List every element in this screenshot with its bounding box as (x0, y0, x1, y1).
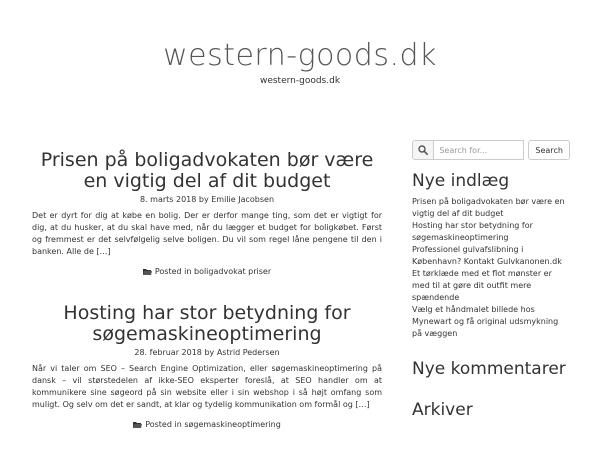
recent-post-link[interactable]: Prisen på boligadvokaten bør være en vigtig del af dit budget (412, 197, 565, 218)
post-category-link[interactable]: søgemaskineoptimering (184, 420, 281, 429)
search-input[interactable] (434, 140, 524, 160)
sidebar (412, 140, 570, 420)
search-button[interactable]: Search (528, 140, 570, 160)
post-author[interactable]: Astrid Pedersen (216, 348, 280, 357)
post-title (32, 303, 382, 345)
recent-post-link[interactable]: Et tørklæde med et flot mønster er med til at gøre dit outfit mere spændende (412, 269, 552, 302)
post (32, 303, 382, 430)
posted-in-label: Posted in (145, 420, 182, 429)
recent-posts-title: Nye indlæg (412, 171, 510, 191)
post-title (32, 150, 382, 192)
list-item[interactable] (412, 304, 570, 340)
post-title-link[interactable]: Prisen på boligadvokaten bør være en vigtig del af dit budget (40, 149, 374, 192)
list-item[interactable] (412, 196, 570, 220)
site-header (0, 38, 600, 87)
post-meta (32, 195, 382, 205)
list-item[interactable] (412, 244, 570, 268)
site-description: western-goods.dk (259, 76, 341, 86)
post-meta (32, 348, 382, 358)
post-category-line (32, 420, 382, 430)
list-item[interactable] (412, 220, 570, 244)
recent-comments-title: Nye kommentarer (412, 359, 566, 379)
list-item[interactable] (412, 268, 570, 304)
post-category-link[interactable]: boligadvokat priser (193, 267, 272, 276)
post-excerpt: Når vi taler om SEO – Search Engine Optimization, eller søgemaskineoptimering på dansk – vil størstedelen af ikke-SEO eksperter foreslå, at SEO handler om at kommunikere sine søgeord på sin website eller i sin webshop i så højt omfang som muligt. Og selv om det er sandt, at klar og tydelig kommunikation om formål og […] (32, 364, 382, 409)
post-title-link[interactable]: Hosting har stor betydning for søgemaskineoptimering (63, 302, 351, 345)
recent-post-link[interactable]: Hosting har stor betydning for søgemaskineoptimering (412, 221, 533, 242)
recent-post-link[interactable]: Vælg et håndmalet billede hos Mynewart og få original udsmykning på væggen (412, 305, 559, 338)
recent-posts-list (412, 196, 570, 340)
site-title[interactable]: western-goods.dk (163, 38, 437, 73)
archives-title: Arkiver (412, 400, 473, 420)
search-form (412, 140, 570, 160)
post-by: by (198, 195, 209, 204)
search-icon[interactable] (412, 140, 434, 160)
post-excerpt: Det er dyrt for dig at købe en bolig. Der er derfor mange ting, som det er vigtigt for dig, at du husker, at du skal have med, når du lægger et budget for boligkøbet. Først og fremmest er det selvfølgelig selve boligen. Du vil som regel låne pengene til den i banken. Alle de […] (32, 211, 382, 256)
post-date[interactable]: 28. februar 2018 (134, 348, 202, 357)
folder-icon (143, 268, 152, 275)
main-content (32, 150, 382, 430)
post-category-line (32, 267, 382, 277)
folder-icon (133, 421, 142, 428)
recent-post-link[interactable]: Professionel gulvafslibning i København? Kontakt Gulvkanonen.dk (412, 245, 562, 266)
post-date[interactable]: 8. marts 2018 (139, 195, 197, 204)
posted-in-label: Posted in (154, 267, 192, 276)
post-by: by (204, 348, 215, 357)
post-author[interactable]: Emilie Jacobsen (211, 195, 275, 204)
post (32, 150, 382, 277)
